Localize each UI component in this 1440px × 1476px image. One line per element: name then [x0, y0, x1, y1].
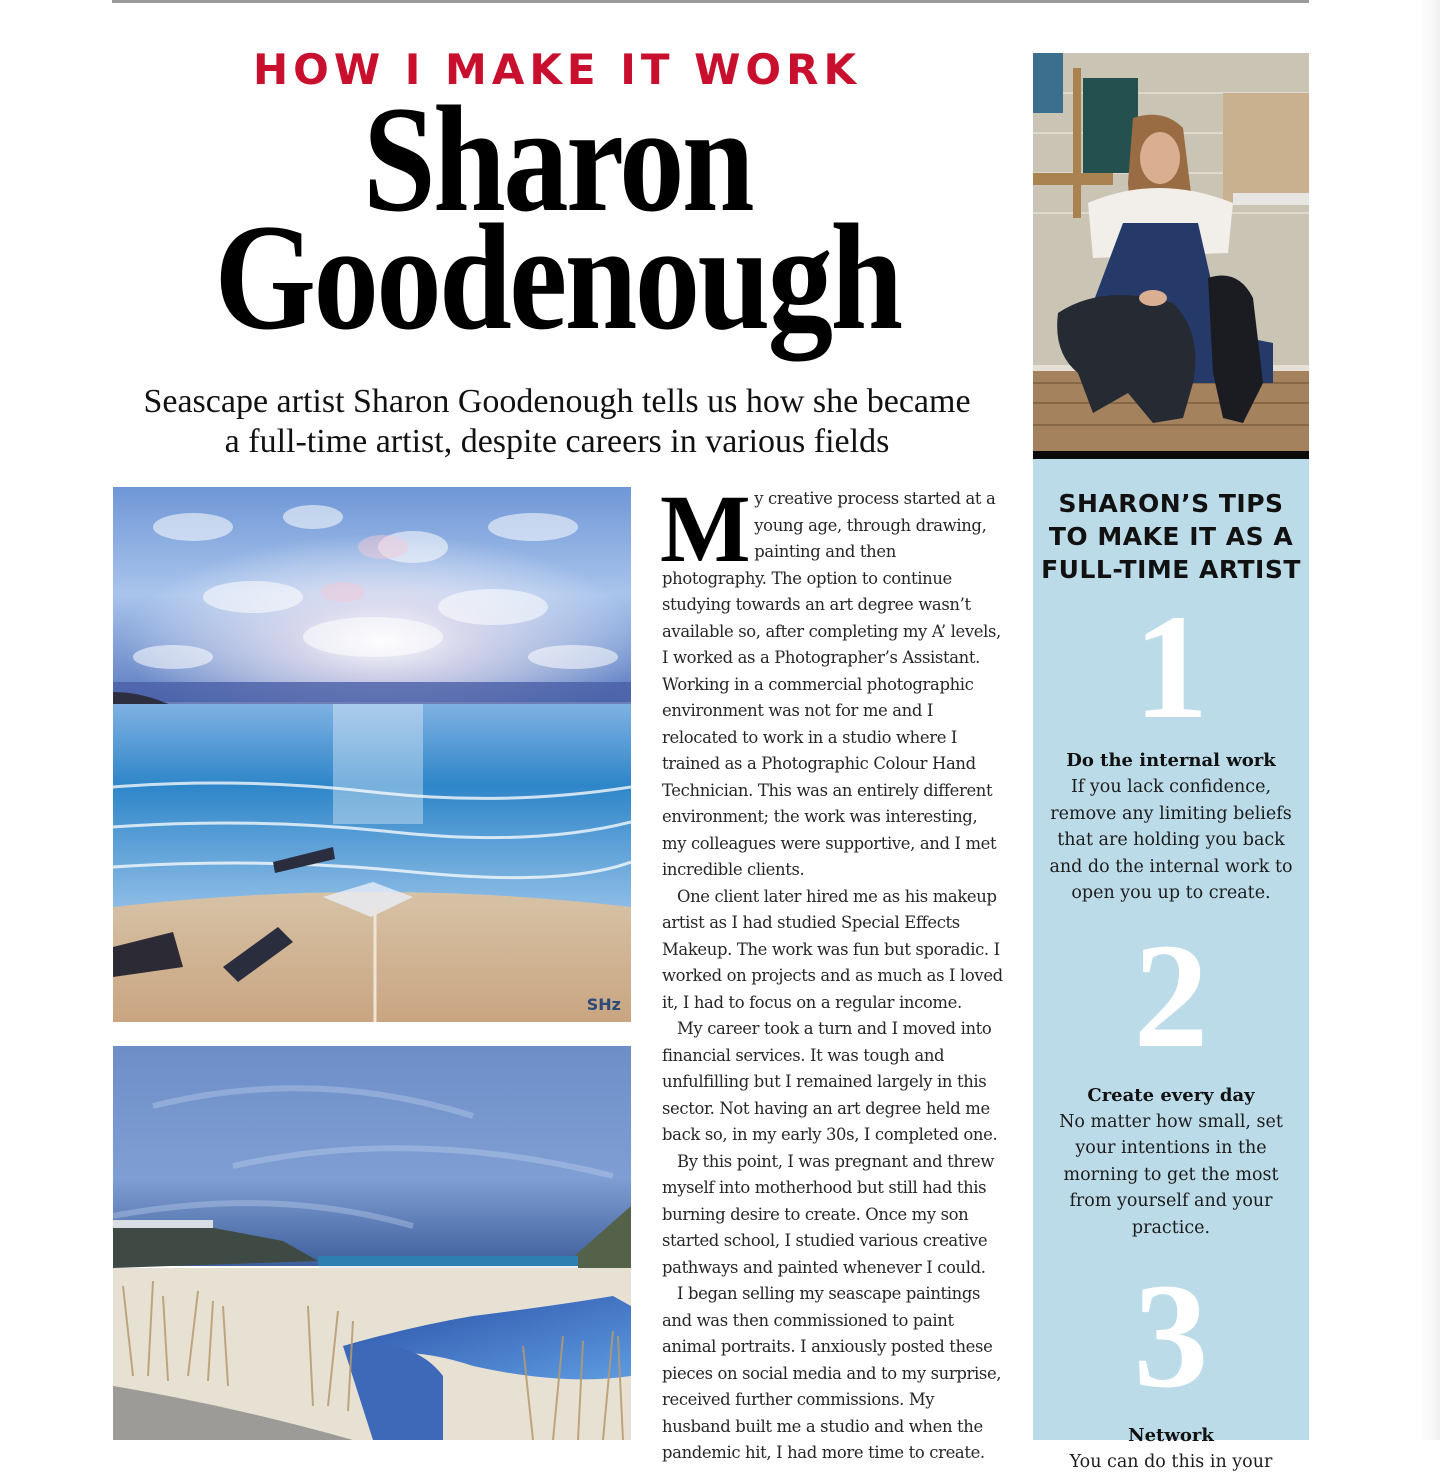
- tip-heading: Network: [1128, 1425, 1214, 1446]
- estuary-painting: [113, 1046, 631, 1440]
- estuary-painting-art: [113, 1046, 631, 1440]
- headline-line-2: Goodenough: [214, 193, 901, 361]
- standfirst-line-1: Seascape artist Sharon Goodenough tells us how she became: [143, 383, 971, 420]
- tip-body: No matter how small, set your intentions in the morning to get the most from yourself and your practice.: [1059, 1111, 1283, 1238]
- standfirst: [112, 382, 1002, 462]
- tip-body: You can do this in your: [1069, 1452, 1273, 1472]
- artist-portrait-art: [1033, 53, 1309, 451]
- tip-heading: Do the internal work: [1066, 750, 1276, 771]
- article-paragraph: One client later hired me as his makeup artist as I had studied Special Effects Makeup. The work was fun but sporadic. I worked on projects and as much as I loved it, I had to focus on a regular income.: [662, 886, 1003, 1012]
- sidebar-title-line-1: SHARON’S TIPS: [1058, 489, 1284, 518]
- tip-number: 1: [1133, 584, 1209, 750]
- sidebar-title-line-2: TO MAKE IT AS A: [1048, 522, 1294, 551]
- standfirst-line-2: a full-time artist, despite careers in various fields: [224, 423, 890, 460]
- tips-sidebar: [1033, 459, 1309, 1472]
- section-kicker: HOW I MAKE IT WORK: [252, 45, 862, 94]
- article-paragraph: My career took a turn and I moved into financial services. It was tough and unfulfilling but I remained largely in this sector. Not having an art degree held me back so, in my early 30s, I completed one.: [662, 1019, 998, 1144]
- drop-cap: M: [660, 475, 751, 582]
- tip-heading: Create every day: [1087, 1084, 1255, 1106]
- sidebar-title: [1033, 487, 1309, 586]
- headline: [164, 75, 951, 361]
- article-paragraph: [660, 475, 1004, 884]
- article-paragraph-text: y creative process started at a young age, through drawing, painting and then photography. The option to continue studying towards an art degree wasn’t available so, after completing my A’ levels, I worked as a Photographer’s Assistant. Working in a commercial photographic environment was not for me and I relocated to work in a studio where I trained as a Photographic Colour Hand Technician. This was an entirely different environment; the work was interesting, my colleagues were supportive, and I met incredible clients.: [662, 489, 1001, 879]
- top-rule: [112, 0, 1309, 3]
- tip-number: 3: [1133, 1253, 1209, 1419]
- tip-body: If you lack confidence, remove any limiting beliefs that are holding you back and do the internal work to open you up to create.: [1049, 777, 1293, 903]
- tip-item: [1033, 1253, 1309, 1476]
- painting-signature: SHz: [586, 995, 621, 1014]
- article-paragraph: I began selling my seascape paintings and was then commissioned to paint animal portraits. I anxiously posted these pieces on social media and to my surprise, received further commissions. My husband built me a studio and when the pandemic hit, I had more time to create.: [662, 1284, 1002, 1462]
- seascape-painting-sunburst-art: [113, 487, 631, 1022]
- sidebar-title-line-3: FULL-TIME ARTIST: [1041, 555, 1301, 584]
- article-paragraph: By this point, I was pregnant and threw myself into motherhood but still had this burning desire to create. Once my son started school, I studied various creative pathways and painted whenever I could.: [662, 1151, 995, 1277]
- article-body: [660, 475, 1004, 1467]
- seascape-painting-sunburst: [113, 487, 631, 1022]
- page-edge-shadow: [1420, 0, 1440, 1440]
- tip-number: 2: [1133, 912, 1209, 1079]
- tip-item: [1033, 584, 1309, 907]
- artist-portrait-photo: [1033, 53, 1309, 451]
- tip-item: [1033, 912, 1309, 1242]
- photo-divider-bar: [1033, 451, 1309, 459]
- headline-line-1: Sharon: [362, 75, 752, 243]
